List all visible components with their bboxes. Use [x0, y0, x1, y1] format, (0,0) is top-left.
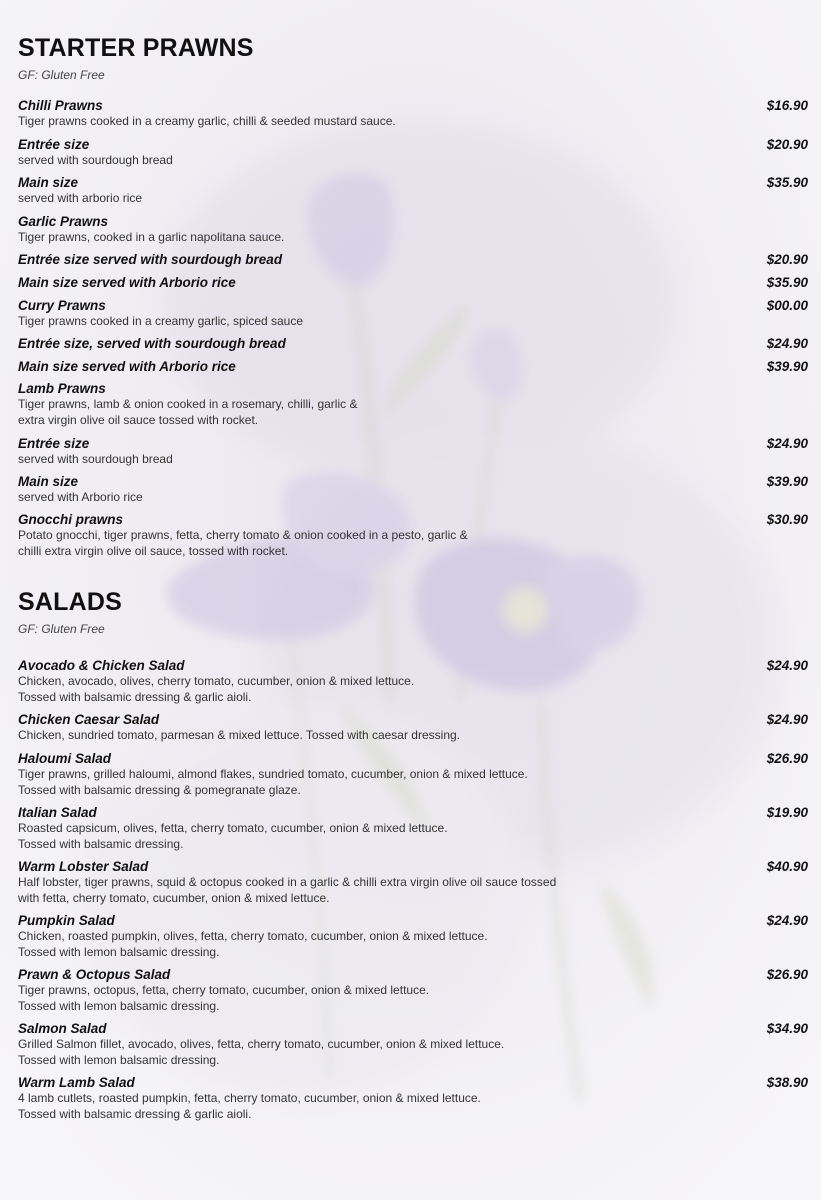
menu-item — [18, 473, 808, 506]
item-name: Pumpkin Salad — [18, 913, 115, 928]
menu-item — [18, 297, 808, 330]
item-price: $24.90 — [766, 658, 808, 673]
item-description: served with sourdough bread — [18, 153, 173, 167]
menu-item — [18, 858, 808, 906]
item-price: $35.90 — [766, 175, 808, 190]
item-description: Half lobster, tiger prawns, squid & octopus cooked in a garlic & chilli extra virgin olive oil sauce tossed with fetta, cherry tomato, cucumber, onion & mixed lettuce. — [18, 875, 557, 905]
item-name: Italian Salad — [18, 805, 97, 820]
menu-item — [18, 213, 808, 246]
menu-item — [18, 358, 808, 375]
menu-item — [18, 711, 808, 744]
item-description: Potato gnocchi, tiger prawns, fetta, cherry tomato & onion cooked in a pesto, garlic & chilli extra virgin olive oil sauce, tossed with rocket. — [18, 528, 468, 558]
item-price: $24.90 — [766, 913, 808, 928]
item-description: served with Arborio rice — [18, 490, 143, 504]
item-name: Garlic Prawns — [18, 214, 109, 229]
item-name: Chilli Prawns — [18, 98, 103, 113]
menu-item — [18, 1020, 808, 1068]
item-description: Chicken, sundried tomato, parmesan & mixed lettuce. Tossed with caesar dressing. — [18, 728, 460, 742]
item-description: Tiger prawns cooked in a creamy garlic, chilli & seeded mustard sauce. — [18, 114, 396, 128]
item-price: $24.90 — [766, 436, 808, 451]
item-description: Tiger prawns cooked in a creamy garlic, spiced sauce — [18, 314, 304, 328]
item-name: Entrée size — [18, 436, 90, 451]
menu-item — [18, 966, 808, 1014]
item-price: $40.90 — [766, 859, 808, 874]
item-price: $24.90 — [766, 712, 808, 727]
item-description: Grilled Salmon fillet, avocado, olives, fetta, cherry tomato, cucumber, onion & mixed lettuce. Tossed with lemon balsamic dressing. — [18, 1037, 505, 1067]
item-name: Entrée size served with sourdough bread — [18, 252, 283, 267]
item-name: Curry Prawns — [18, 298, 106, 313]
menu-item — [18, 97, 808, 130]
item-description: Tiger prawns, grilled haloumi, almond flakes, sundried tomato, cucumber, onion & mixed lettuce. Tossed with balsamic dressing & pomegranate glaze. — [18, 767, 528, 797]
item-description: 4 lamb cutlets, roasted pumpkin, fetta, cherry tomato, cucumber, onion & mixed lettuce. Tossed with balsamic dressing & garlic aioli. — [18, 1091, 481, 1121]
gluten-free-note: GF: Gluten Free — [18, 68, 105, 82]
section-title-starter-prawns: STARTER PRAWNS — [18, 34, 254, 62]
menu-item — [18, 1074, 808, 1122]
menu-item — [18, 804, 808, 852]
menu-item — [18, 335, 808, 352]
item-price: $16.90 — [766, 98, 808, 113]
item-name: Entrée size — [18, 137, 90, 152]
item-name: Entrée size, served with sourdough bread — [18, 336, 286, 351]
item-price: $35.90 — [766, 275, 808, 290]
item-name: Main size — [18, 175, 79, 190]
menu-item — [18, 274, 808, 291]
item-name: Lamb Prawns — [18, 381, 106, 396]
menu-item — [18, 136, 808, 169]
item-description: Chicken, avocado, olives, cherry tomato, cucumber, onion & mixed lettuce. Tossed with balsamic dressing & garlic aioli. — [18, 674, 415, 704]
item-description: served with sourdough bread — [18, 452, 173, 466]
item-price: $19.90 — [766, 805, 808, 820]
item-name: Haloumi Salad — [18, 751, 112, 766]
item-name: Warm Lamb Salad — [18, 1075, 135, 1090]
item-name: Chicken Caesar Salad — [18, 712, 160, 727]
item-name: Avocado & Chicken Salad — [18, 658, 185, 673]
menu-item — [18, 435, 808, 468]
menu-item — [18, 912, 808, 960]
section-title-salads: SALADS — [18, 588, 122, 616]
gluten-free-note: GF: Gluten Free — [18, 622, 105, 636]
item-price: $39.90 — [766, 359, 808, 374]
item-price: $26.90 — [766, 967, 808, 982]
menu-item — [18, 251, 808, 268]
menu-item — [18, 750, 808, 798]
item-price: $26.90 — [766, 751, 808, 766]
item-name: Salmon Salad — [18, 1021, 107, 1036]
item-description: Tiger prawns, lamb & onion cooked in a rosemary, chilli, garlic & extra virgin olive oil sauce tossed with rocket. — [18, 397, 358, 427]
item-name: Main size served with Arborio rice — [18, 359, 236, 374]
item-description: Tiger prawns, cooked in a garlic napolitana sauce. — [18, 230, 285, 244]
item-description: Roasted capsicum, olives, fetta, cherry tomato, cucumber, onion & mixed lettuce. Tossed with balsamic dressing. — [18, 821, 448, 851]
item-name: Prawn & Octopus Salad — [18, 967, 171, 982]
item-description: served with arborio rice — [18, 191, 143, 205]
item-name: Warm Lobster Salad — [18, 859, 149, 874]
item-name: Main size — [18, 474, 79, 489]
menu-item — [18, 174, 808, 207]
item-description: Chicken, roasted pumpkin, olives, fetta, cherry tomato, cucumber, onion & mixed lettuce. Tossed with lemon balsamic dressing. — [18, 929, 488, 959]
menu-item — [18, 657, 808, 705]
item-price: $20.90 — [766, 137, 808, 152]
menu-item — [18, 511, 808, 559]
item-price: $24.90 — [766, 336, 808, 351]
menu-item — [18, 380, 808, 428]
item-name: Main size served with Arborio rice — [18, 275, 236, 290]
item-name: Gnocchi prawns — [18, 512, 124, 527]
item-description: Tiger prawns, octopus, fetta, cherry tomato, cucumber, onion & mixed lettuce. Tossed with lemon balsamic dressing. — [18, 983, 430, 1013]
item-price: $30.90 — [766, 512, 808, 527]
item-price: $20.90 — [766, 252, 808, 267]
item-price: $39.90 — [766, 474, 808, 489]
item-price: $38.90 — [766, 1075, 808, 1090]
item-price: $34.90 — [766, 1021, 808, 1036]
item-price: $00.00 — [766, 298, 808, 313]
